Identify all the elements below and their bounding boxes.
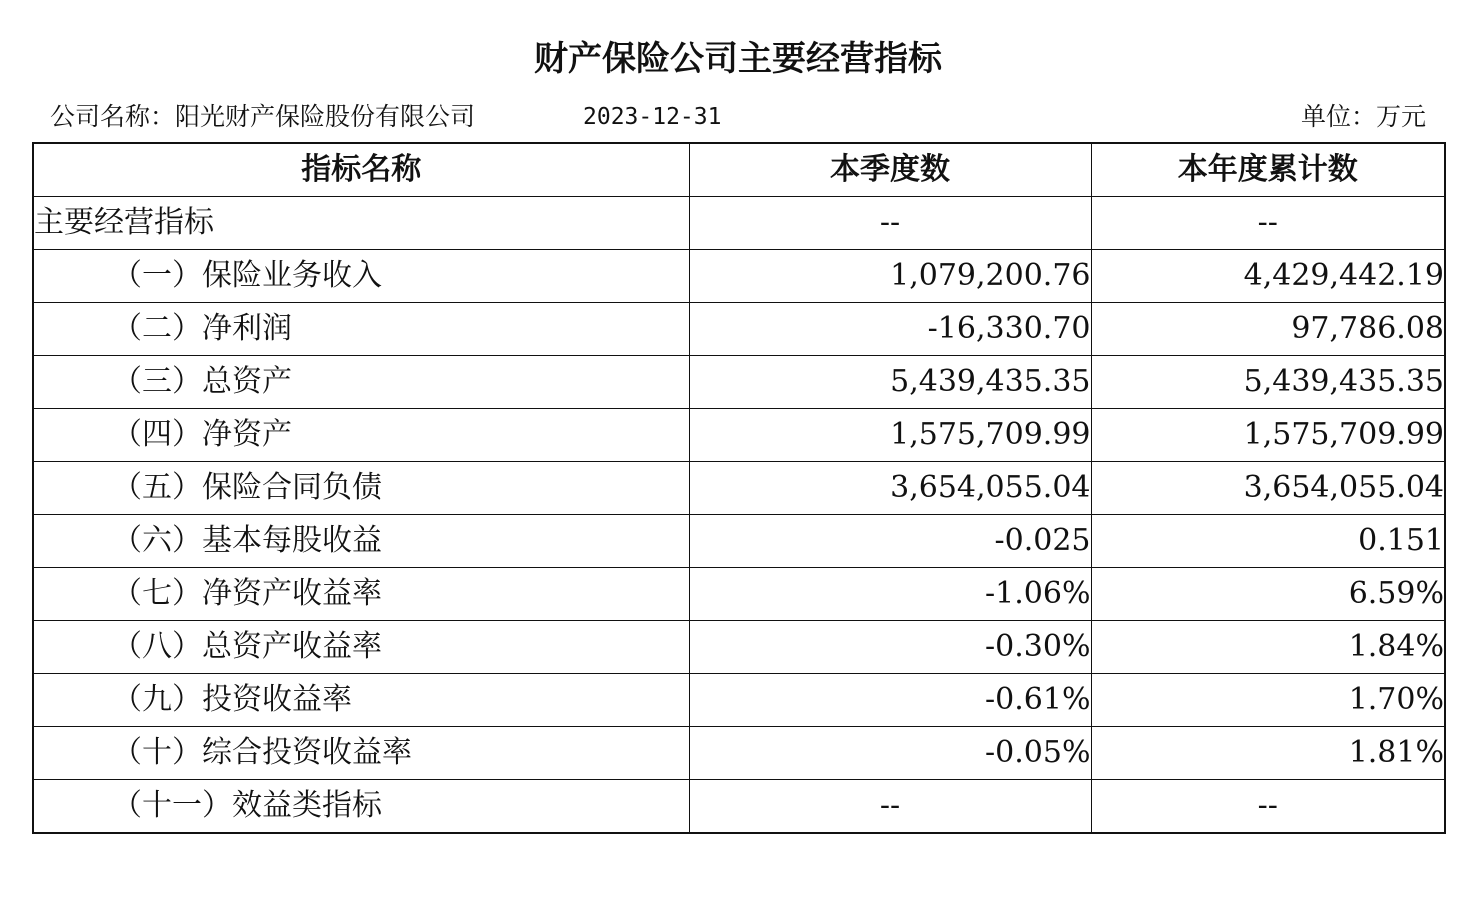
table-row [33, 462, 1445, 515]
row-ytd-value: -- [1091, 197, 1445, 250]
table-row [33, 515, 1445, 568]
row-name: 主要经营指标 [33, 197, 689, 250]
row-ytd-value: 97,786.08 [1091, 303, 1445, 356]
page-title: 财产保险公司主要经营指标 [534, 39, 942, 79]
row-ytd-value: -- [1091, 780, 1445, 834]
row-quarter-value: -- [689, 197, 1091, 250]
row-name: （四）净资产 [33, 409, 689, 462]
table-row [33, 674, 1445, 727]
table-header-row [33, 143, 1445, 197]
table-row [33, 568, 1445, 621]
row-ytd-value: 5,439,435.35 [1091, 356, 1445, 409]
table-row [33, 780, 1445, 834]
table-row [33, 197, 1445, 250]
row-quarter-value: -16,330.70 [689, 303, 1091, 356]
report-date: 2023-12-31 [583, 104, 722, 130]
row-name: （七）净资产收益率 [33, 568, 689, 621]
row-ytd-value: 1,575,709.99 [1091, 409, 1445, 462]
table-row [33, 727, 1445, 780]
row-ytd-value: 4,429,442.19 [1091, 250, 1445, 303]
row-name: （十一）效益类指标 [33, 780, 689, 834]
report-meta-row [0, 97, 1476, 137]
row-quarter-value: -0.05% [689, 727, 1091, 780]
table-row [33, 250, 1445, 303]
row-ytd-value: 1.84% [1091, 621, 1445, 674]
row-name: （一）保险业务收入 [33, 250, 689, 303]
header-quarter-value: 本季度数 [689, 143, 1091, 197]
row-quarter-value: -0.30% [689, 621, 1091, 674]
row-name: （十）综合投资收益率 [33, 727, 689, 780]
row-ytd-value: 3,654,055.04 [1091, 462, 1445, 515]
row-ytd-value: 0.151 [1091, 515, 1445, 568]
row-quarter-value: -0.025 [689, 515, 1091, 568]
table-row [33, 621, 1445, 674]
row-name: （三）总资产 [33, 356, 689, 409]
row-ytd-value: 1.81% [1091, 727, 1445, 780]
row-ytd-value: 6.59% [1091, 568, 1445, 621]
row-name: （六）基本每股收益 [33, 515, 689, 568]
row-name: （五）保险合同负债 [33, 462, 689, 515]
header-ytd-value: 本年度累计数 [1091, 143, 1445, 197]
table-row [33, 303, 1445, 356]
unit-label: 单位：万元 [1300, 102, 1426, 131]
header-indicator-name: 指标名称 [33, 143, 689, 197]
row-quarter-value: 3,654,055.04 [689, 462, 1091, 515]
row-name: （二）净利润 [33, 303, 689, 356]
row-quarter-value: 1,575,709.99 [689, 409, 1091, 462]
row-name: （九）投资收益率 [33, 674, 689, 727]
row-quarter-value: 5,439,435.35 [689, 356, 1091, 409]
row-name: （八）总资产收益率 [33, 621, 689, 674]
table-row [33, 356, 1445, 409]
row-ytd-value: 1.70% [1091, 674, 1445, 727]
row-quarter-value: -1.06% [689, 568, 1091, 621]
company-name: 公司名称：阳光财产保险股份有限公司 [50, 102, 476, 131]
row-quarter-value: -- [689, 780, 1091, 834]
indicators-table [32, 142, 1446, 834]
table-row [33, 409, 1445, 462]
row-quarter-value: -0.61% [689, 674, 1091, 727]
row-quarter-value: 1,079,200.76 [689, 250, 1091, 303]
